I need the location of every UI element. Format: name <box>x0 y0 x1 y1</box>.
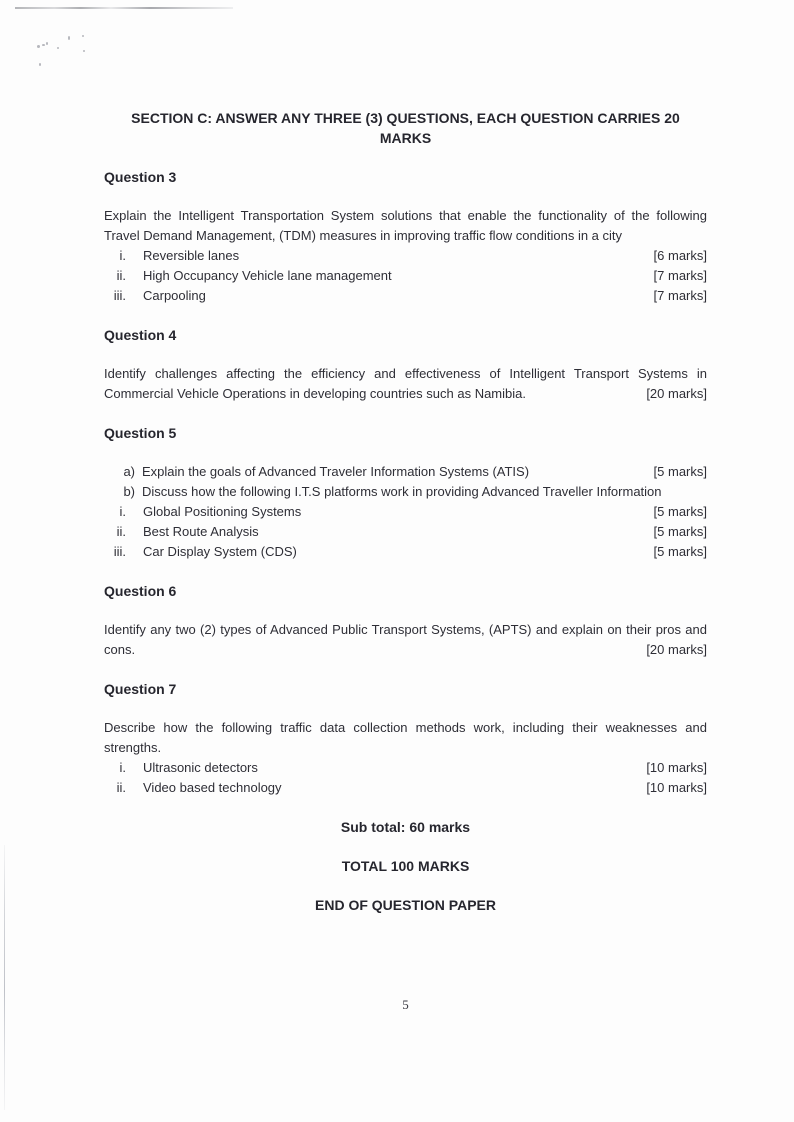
question-7-intro: Describe how the following traffic data collection methods work, including their weaknesses and strengths. <box>104 720 707 755</box>
item-text: Explain the goals of Advanced Traveler Information Systems (ATIS) <box>142 464 530 479</box>
item-marks: [7 marks] <box>653 288 707 303</box>
question-7-body <box>104 718 707 798</box>
item-text: Discuss how the following I.T.S platforms work in providing Advanced Traveller Information <box>142 484 662 499</box>
item-number: b) <box>123 484 135 499</box>
question-6-heading: Question 6 <box>104 583 177 599</box>
question-3-heading: Question 3 <box>104 169 177 185</box>
scan-artifact-top-line <box>15 7 233 9</box>
list-item <box>104 266 707 286</box>
end-of-paper-line: END OF QUESTION PAPER <box>315 897 496 913</box>
item-text: Reversible lanes <box>143 248 240 263</box>
list-item-a <box>104 462 707 482</box>
question-4-body <box>104 364 707 404</box>
list-item <box>104 246 707 266</box>
scan-speck <box>83 50 85 52</box>
item-number: ii. <box>116 780 126 795</box>
scan-speck <box>57 47 59 49</box>
scan-speck <box>39 63 41 66</box>
scan-speck <box>68 36 70 40</box>
question-4-marks: [20 marks] <box>646 386 707 401</box>
item-number: a) <box>123 464 135 479</box>
list-item-b <box>104 482 707 502</box>
list-item <box>104 502 707 522</box>
total-line: TOTAL 100 MARKS <box>341 858 470 874</box>
scan-speck <box>82 35 84 37</box>
item-number: i. <box>119 760 126 775</box>
item-text: Global Positioning Systems <box>143 504 302 519</box>
item-text: High Occupancy Vehicle lane management <box>143 268 392 283</box>
question-4-intro <box>104 364 707 404</box>
item-number: ii. <box>116 268 126 283</box>
list-item <box>104 778 707 798</box>
item-text: Best Route Analysis <box>143 524 259 539</box>
item-marks: [5 marks] <box>653 524 707 539</box>
scan-speck <box>46 42 48 45</box>
list-item <box>104 542 707 562</box>
sub-total-line: Sub total: 60 marks <box>340 819 471 835</box>
scan-speck <box>42 44 45 46</box>
question-7-heading: Question 7 <box>104 681 177 697</box>
page-number: 5 <box>402 997 409 1012</box>
item-number: ii. <box>116 524 126 539</box>
list-item <box>104 758 707 778</box>
item-marks: [5 marks] <box>653 544 707 559</box>
item-number: iii. <box>113 288 126 303</box>
item-marks: [5 marks] <box>653 464 707 479</box>
question-3-intro: Explain the Intelligent Transportation System solutions that enable the functionality of the following Travel Demand Management, (TDM) measures in improving traffic flow conditions in a city <box>104 208 707 243</box>
question-6-intro <box>104 620 707 660</box>
scan-speck <box>37 45 40 48</box>
item-marks: [10 marks] <box>646 780 707 795</box>
question-6-marks: [20 marks] <box>646 642 707 657</box>
list-item <box>104 522 707 542</box>
question-5-heading: Question 5 <box>104 425 177 441</box>
section-header: SECTION C: ANSWER ANY THREE (3) QUESTIONS, EACH QUESTION CARRIES 20 MARKS <box>131 110 680 146</box>
document-content <box>104 108 707 934</box>
scan-artifact-left-line <box>4 845 5 1110</box>
question-5-body <box>104 462 707 562</box>
list-item <box>104 286 707 306</box>
question-3-body <box>104 206 707 306</box>
item-marks: [5 marks] <box>653 504 707 519</box>
question-4-intro-text: Identify challenges affecting the efficiency and effectiveness of Intelligent Transport Systems in Commercial Vehicle Operations in developing countries such as Namibia. <box>104 366 707 401</box>
item-marks: [10 marks] <box>646 760 707 775</box>
question-6-body <box>104 620 707 660</box>
item-text: Carpooling <box>143 288 206 303</box>
item-marks: [7 marks] <box>653 268 707 283</box>
question-6-intro-text: Identify any two (2) types of Advanced Public Transport Systems, (APTS) and explain on their pros and cons. <box>104 622 707 657</box>
item-marks: [6 marks] <box>653 248 707 263</box>
item-text: Car Display System (CDS) <box>143 544 297 559</box>
item-text: Video based technology <box>143 780 282 795</box>
question-4-heading: Question 4 <box>104 327 177 343</box>
item-number: i. <box>119 504 126 519</box>
item-number: iii. <box>113 544 126 559</box>
item-text: Ultrasonic detectors <box>143 760 258 775</box>
item-number: i. <box>119 248 126 263</box>
